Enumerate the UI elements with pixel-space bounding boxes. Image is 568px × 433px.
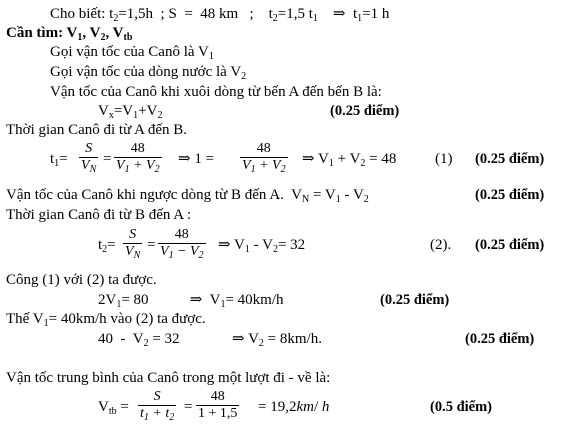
eq1-frac2: $\frac{48}{V_1 + V_2}$	[114, 141, 162, 178]
define-v2: Gọi vận tốc của dòng nước là $V_2$	[50, 64, 247, 82]
eq1-result: ⇒ $V_1 + V_2 = 48$	[302, 151, 397, 169]
sub-line: Thế $V_1= 40km/h$ vào (2) ta được.	[6, 311, 206, 329]
eq3-eq: =	[184, 399, 193, 415]
eq-vx: $V_x=V_1+V_2$	[98, 103, 163, 121]
eq1-frac1: $\frac{S}{V_N}$	[79, 141, 98, 178]
score-6: (0.25 điểm)	[465, 331, 535, 347]
add-line: Công (1) với (2) ta được.	[6, 272, 157, 288]
eq1-frac3: $\frac{48}{V_1 + V_2}$	[240, 141, 288, 178]
eq3-result: = 19,2km/ h	[258, 399, 330, 415]
score-1: (0.25 điểm)	[330, 103, 400, 119]
eq2-result: ⇒ $V_1 - V_2= 32$	[218, 237, 306, 255]
given-line: Cho biết: $t_2=1,5h$ ; S = 48 km ; $t_2=1,5$ $t_1$ ⇒ $t_1=1$ h	[50, 6, 390, 24]
time-ab: Thời gian Canô đi từ A đến B.	[6, 122, 188, 138]
score-7: (0.5 điểm)	[430, 399, 493, 415]
find-label: Cần tìm: $V_1$, $V_2$, $V_{tb}$	[6, 25, 133, 43]
eq1-lhs: $t_1=$	[50, 151, 68, 169]
eq2-tag: (2).	[430, 237, 452, 253]
eq3-frac2: $\frac{48}{1 + 1,5}$	[198, 389, 238, 421]
eq2-eq: =	[147, 237, 156, 253]
eq-v2: $40 - V_2 = 32$ ⇒ $V_2 = 8km/h$.	[98, 331, 322, 349]
avg-line: Vận tốc trung bình của Canô trong một lượt đi - về là:	[6, 370, 331, 386]
eq3-frac1: $\frac{S}{t_1 + t_2}$	[138, 389, 176, 426]
score-4: (0.25 điểm)	[475, 237, 545, 253]
eq2-frac1: $\frac{S}{V_N}$	[123, 227, 142, 264]
score-3: (0.25 điểm)	[475, 187, 545, 203]
define-v1: Gọi vận tốc của Canô là $V_1$	[50, 44, 214, 62]
eq1-tag: (1)	[435, 151, 453, 167]
score-5: (0.25 điểm)	[380, 292, 450, 308]
time-ba: Thời gian Canô đi từ B đến A :	[6, 207, 192, 223]
eq-2v1: $2V_1= 80$ ⇒ $V_1= 40km/h$	[98, 292, 284, 310]
upstream-line: Vận tốc của Canô khi ngược dòng từ B đến A. $V_N = V_1 - V_2$	[6, 187, 369, 205]
score-2: (0.25 điểm)	[475, 151, 545, 167]
eq1-eq: =	[103, 151, 112, 167]
eq3-lhs: $V_{tb}$ =	[98, 399, 129, 417]
eq1-mid: ⇒ 1 =	[178, 151, 215, 167]
eq2-lhs: $t_2=$	[98, 237, 116, 255]
downstream-line: Vận tốc của Canô khi xuôi dòng từ bến A đến bến B là:	[50, 84, 382, 100]
eq2-frac2: $\frac{48}{V_1 - V_2}$	[158, 227, 206, 264]
